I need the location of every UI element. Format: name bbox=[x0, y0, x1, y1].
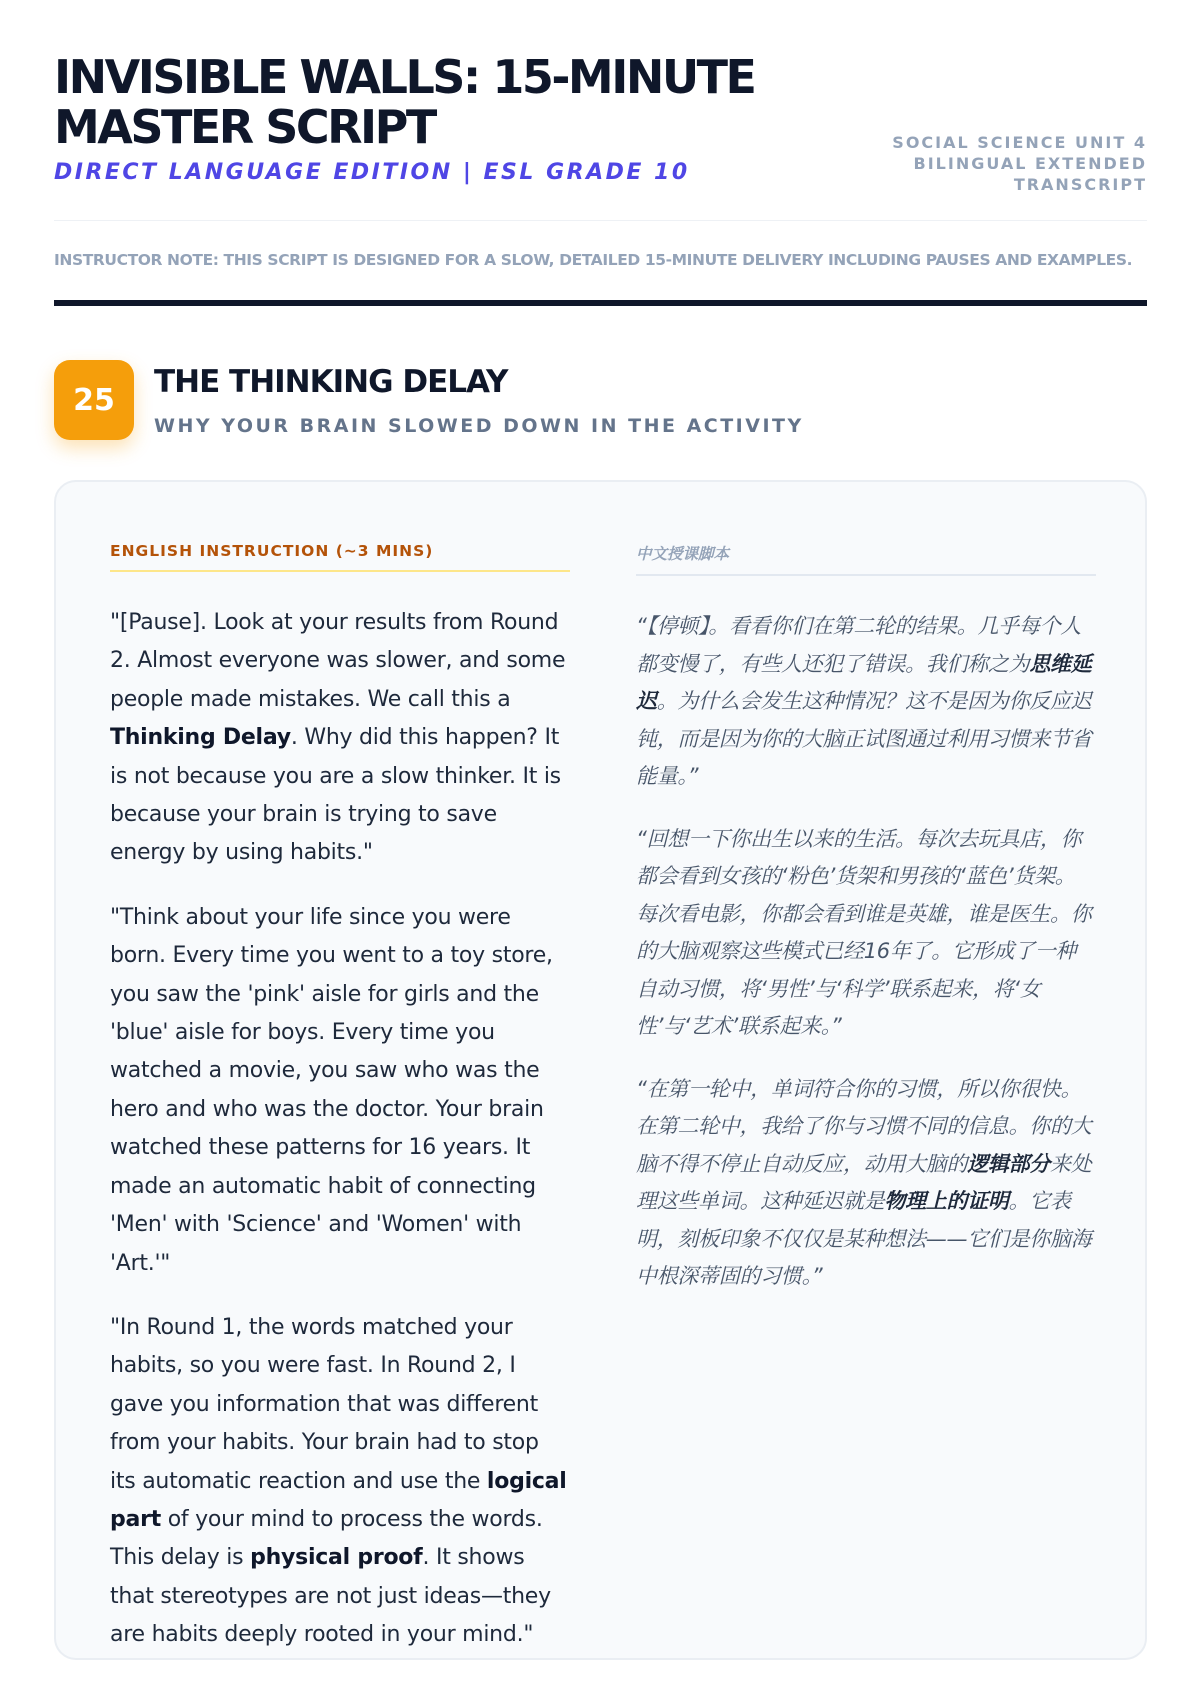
section-subtitle: WHY YOUR BRAIN SLOWED DOWN IN THE ACTIVITY bbox=[154, 415, 804, 437]
english-column-heading: ENGLISH INSTRUCTION (~3 MINS) bbox=[110, 542, 570, 572]
document-header bbox=[54, 52, 1147, 222]
meta-line-type: TRANSCRIPT bbox=[1013, 175, 1147, 194]
chinese-paragraph: “在第一轮中，单词符合你的习惯，所以你很快。在第二轮中，我给了你与习惯不同的信息。你的大脑不得不停止自动反应，动用大脑的逻辑部分来处理这些单词。这种延迟就是物理上的证明。它表明，刻板印象不仅仅是某种想法——它们是你脑海中根深蒂固的习惯。” bbox=[636, 1076, 1092, 1288]
section-heading bbox=[54, 360, 1147, 442]
chinese-column bbox=[636, 542, 1096, 1321]
english-column bbox=[110, 542, 570, 1681]
document-page bbox=[54, 0, 1147, 1648]
document-meta bbox=[847, 132, 1147, 195]
meta-line-edition: BILINGUAL EXTENDED bbox=[913, 154, 1147, 173]
document-title: INVISIBLE WALLS: 15-MINUTE MASTER SCRIPT bbox=[54, 50, 755, 154]
section-number-badge: 25 bbox=[54, 360, 134, 440]
emphasis-term: physical proof bbox=[250, 1545, 423, 1571]
chinese-paragraph: “【停顿】。看看你们在第二轮的结果。几乎每个人都变慢了，有些人还犯了错误。我们称之为思维延迟。为什么会发生这种情况？这不是因为你反应迟钝，而是因为你的大脑正试图通过利用习惯来节省能量。” bbox=[636, 614, 1092, 788]
emphasis-term: Thinking Delay bbox=[110, 725, 291, 751]
emphasis-term: 思维延迟 bbox=[636, 651, 1092, 713]
emphasis-term: 物理上的证明 bbox=[884, 1189, 1009, 1213]
instructor-note: INSTRUCTOR NOTE: THIS SCRIPT IS DESIGNED FOR A SLOW, DETAILED 15-MINUTE DELIVERY INCLUDING PAUSES AND EXAMPLES. bbox=[54, 251, 1133, 269]
header-divider bbox=[54, 220, 1147, 221]
english-paragraph: "Think about your life since you were born. Every time you went to a toy store, you saw the 'pink' aisle for girls and the 'blue' aisle for boys. Every time you watched a movie, you saw who was the hero and who was the doctor. Your brain watched these patterns for 16 years. It made an automatic habit of connecting 'Men' with 'Science' and 'Women' with 'Art.'" bbox=[110, 904, 553, 1276]
chinese-column-heading: 中文授课脚本 bbox=[636, 542, 1096, 576]
emphasis-term: logical part bbox=[110, 1468, 567, 1532]
document-subtitle: DIRECT LANGUAGE EDITION | ESL GRADE 10 bbox=[54, 160, 690, 185]
english-paragraph: "[Pause]. Look at your results from Round 2. Almost everyone was slower, and some people made mistakes. We call this a Thinking Delay. Why did this happen? It is not because you are a slow thinker. It is because your brain is trying to save energy by using habits." bbox=[110, 610, 566, 866]
section-title: THE THINKING DELAY bbox=[154, 364, 508, 400]
chinese-paragraph: “回想一下你出生以来的生活。每次去玩具店，你都会看到女孩的‘粉色’货架和男孩的‘蓝色’货架。每次看电影，你都会看到谁是英雄，谁是医生。你的大脑观察这些模式已经16年了。它形成了一种自动习惯，将‘男性’与‘科学’联系起来，将‘女性’与‘艺术’联系起来。” bbox=[636, 826, 1092, 1038]
section-rule bbox=[54, 300, 1147, 306]
emphasis-term: 逻辑部分 bbox=[967, 1151, 1051, 1176]
title-block bbox=[54, 52, 814, 185]
meta-line-unit: SOCIAL SCIENCE UNIT 4 bbox=[892, 133, 1147, 152]
english-paragraph: "In Round 1, the words matched your habits, so you were fast. In Round 2, I gave you information that was different from your habits. Your brain had to stop its automatic reaction and use the logical part of your mind to process the words. This delay is physical proof. It shows that stereotypes are not just ideas—they are habits deeply rooted in your mind." bbox=[110, 1314, 567, 1648]
script-card bbox=[54, 480, 1147, 1660]
